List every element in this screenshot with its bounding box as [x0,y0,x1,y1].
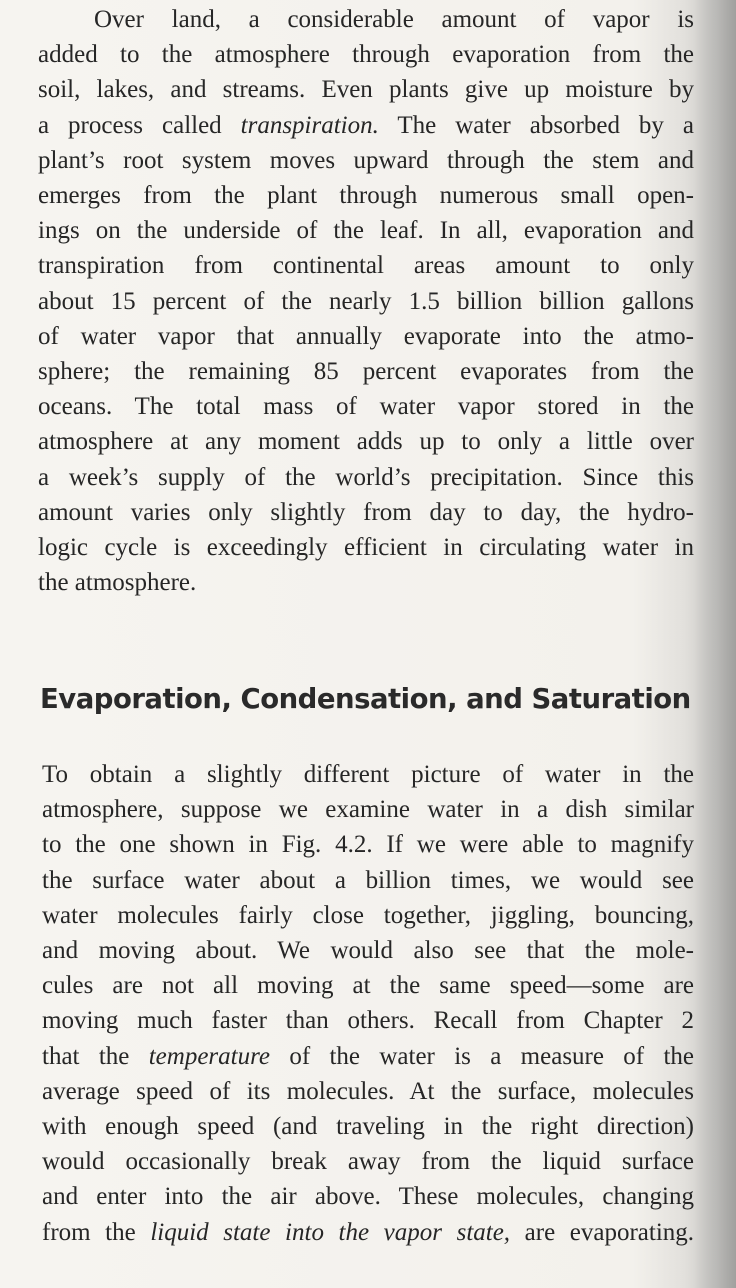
text-line: and moving about. We would also see that the mole- [42,937,694,965]
text-line: a week’s supply of the world’s precipitation. Since this [38,463,694,491]
section-heading: Evaporation, Condensation, and Saturation [40,683,691,715]
text-segment: of the water is a measure of the [269,1042,695,1070]
paragraph-evaporation [42,757,694,1250]
text-line: plant’s root system moves upward through the stem and [38,146,694,174]
text-line: water molecules fairly close together, jiggling, bouncing, [42,901,694,929]
text-line: atmosphere, suppose we examine water in a dish similar [42,796,694,824]
text-line: moving much faster than others. Recall from Chapter 2 [42,1007,694,1035]
page-gutter-shadow [694,0,736,1288]
text-line: the atmosphere. [38,569,197,597]
text-segment: from the [42,1218,151,1246]
italic-phrase-liquid-to-vapor: liquid state into the vapor state, [150,1218,511,1246]
text-line: To obtain a slightly different picture of water in the [42,761,694,788]
text-line: soil, lakes, and streams. Even plants give up moisture by [38,76,694,104]
text-line: atmosphere at any moment adds up to only a little over [38,428,694,456]
text-segment: that the [42,1042,149,1070]
italic-term-transpiration: transpiration. [240,111,379,139]
text-segment: The water absorbed by a [378,111,694,139]
text-line: average speed of its molecules. At the surface, molecules [42,1077,694,1105]
italic-term-temperature: temperature [148,1042,270,1070]
text-line: sphere; the remaining 85 percent evaporates from the [38,358,694,386]
text-line: logic cycle is exceedingly efficient in circulating water in [38,534,694,562]
text-line: ings on the underside of the leaf. In all, evaporation and [38,217,694,245]
text-line: oceans. The total mass of water vapor stored in the [38,393,694,421]
text-line [42,1039,694,1074]
text-line: cules are not all moving at the same speed—some are [42,972,694,1000]
text-line: added to the atmosphere through evaporation from the [38,41,694,69]
text-line [42,1215,694,1250]
text-line: would occasionally break away from the liquid surface [42,1148,694,1176]
text-line: of water vapor that annually evaporate into the atmo- [38,322,694,350]
text-line: transpiration from continental areas amount to only [38,252,694,280]
text-line: amount varies only slightly from day to day, the hydro- [38,498,694,526]
text-line: the surface water about a billion times, we would see [42,866,694,894]
text-line: to the one shown in Fig. 4.2. If we were able to magnify [42,831,694,859]
text-line: about 15 percent of the nearly 1.5 billion billion gallons [38,287,694,315]
text-line: emerges from the plant through numerous small open- [38,182,694,210]
text-line [38,108,694,143]
text-line: Over land, a considerable amount of vapor is [94,6,694,33]
text-segment: are evaporating. [510,1218,695,1246]
text-line: with enough speed (and traveling in the right direction) [42,1113,694,1141]
text-line: and enter into the air above. These molecules, changing [42,1183,694,1211]
paragraph-transpiration [38,2,694,600]
text-segment: a process called [38,111,241,139]
